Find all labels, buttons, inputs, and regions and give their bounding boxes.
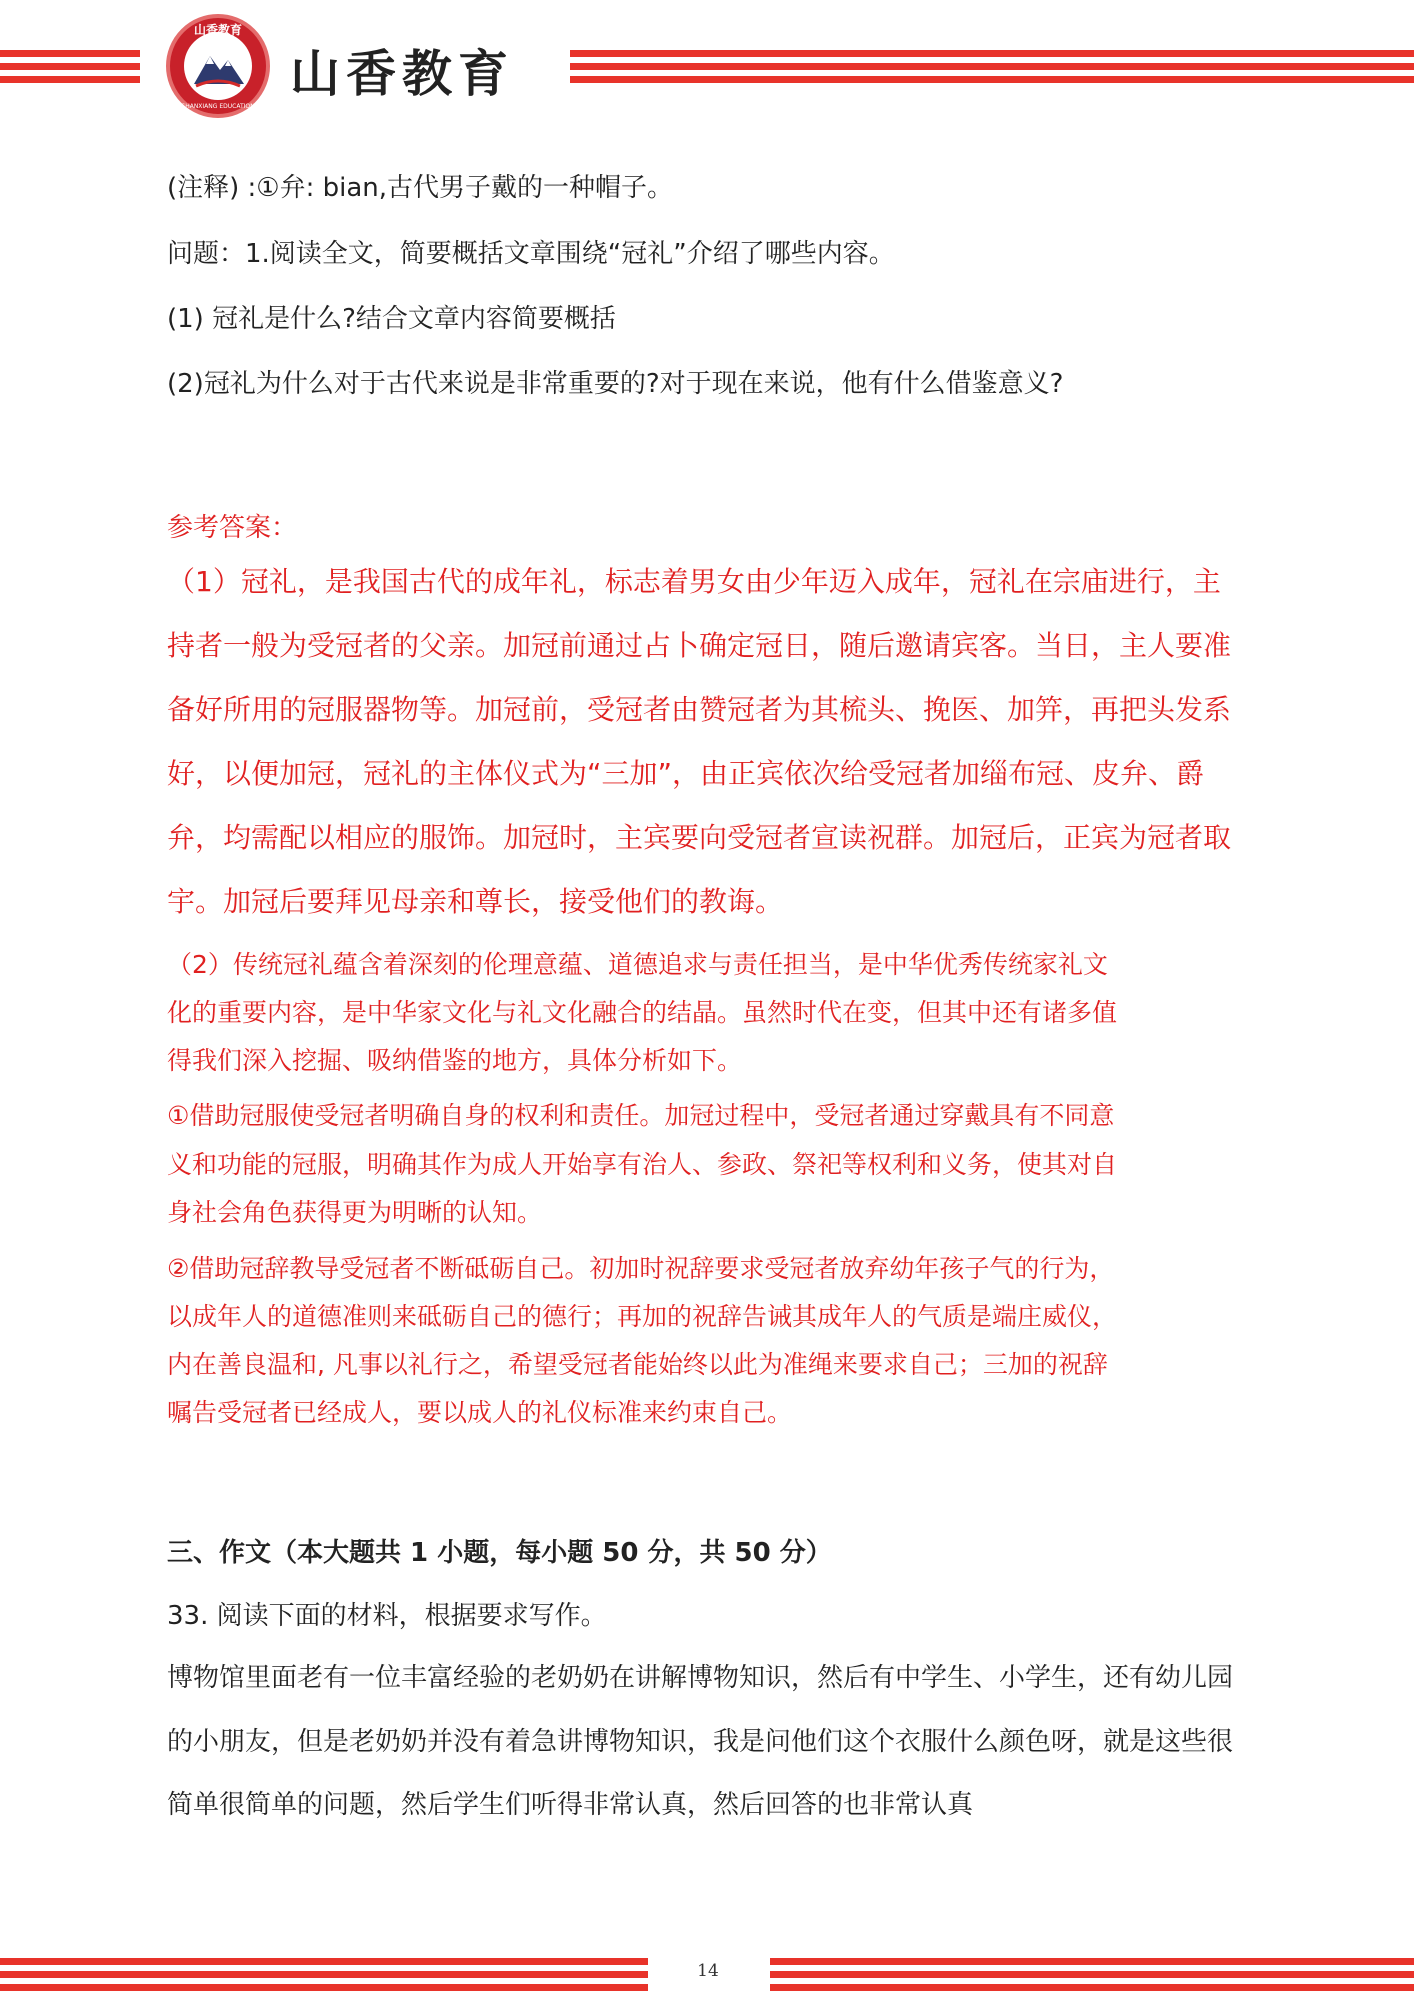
answer-part2-line: （2）传统冠礼蕴含着深刻的伦理意蕴、道德追求与责任担当，是中华优秀传统家礼文 xyxy=(167,950,1108,979)
header-stripes-right xyxy=(570,50,1414,84)
answer-part1-line: 弁，均需配以相应的服饰。加冠时，主宾要向受冠者宣读祝群。加冠后，正宾为冠者取 xyxy=(167,821,1232,854)
page-number: 14 xyxy=(697,1961,719,1981)
answer-part2-line: ②借助冠辞教导受冠者不断砥砺自己。初加时祝辞要求受冠者放弃幼年孩子气的行为， xyxy=(167,1254,1115,1283)
brand-name: 山香教育 xyxy=(290,44,514,103)
answer-part1-line: 持者一般为受冠者的父亲。加冠前通过占卜确定冠日，随后邀请宾客。当日，主人要准 xyxy=(167,629,1232,662)
answer-part2-line: 得我们深入挖掘、吸纳借鉴的地方，具体分析如下。 xyxy=(167,1046,743,1075)
answer-part2-line: 以成年人的道德准则来砥砺自己的德行；再加的祝辞告诫其成年人的气质是端庄威仪， xyxy=(167,1302,1118,1331)
footnote: (注释) :①弁: bian,古代男子戴的一种帽子。 xyxy=(167,173,674,203)
answer-part2-line: 嘱告受冠者已经成人，要以成人的礼仪标准来约束自己。 xyxy=(167,1398,793,1427)
answer-part2-line: ①借助冠服使受冠者明确自身的权利和责任。加冠过程中，受冠者通过穿戴具有不同意 xyxy=(167,1101,1115,1130)
answer-part2-line: 化的重要内容，是中华家文化与礼文化融合的结晶。虽然时代在变，但其中还有诸多值 xyxy=(167,998,1118,1027)
answer-part1-line: 好，以便加冠，冠礼的主体仪式为“三加”，由正宾依次给受冠者加缁布冠、皮弁、爵 xyxy=(167,757,1205,790)
answer-part1-line: 备好所用的冠服器物等。加冠前，受冠者由赞冠者为其梳头、挽医、加笄，再把头发系 xyxy=(167,693,1232,726)
footer-stripes-right xyxy=(770,1958,1414,1992)
brand-logo-seal xyxy=(166,14,270,118)
answer-part1-line: （1）冠礼，是我国古代的成年礼，标志着男女由少年迈入成年，冠礼在宗庙进行，主 xyxy=(167,565,1221,598)
question-33: 33. 阅读下面的材料，根据要求写作。 xyxy=(167,1601,607,1631)
material-line: 的小朋友，但是老奶奶并没有着急讲博物知识，我是问他们这个衣服什么颜色呀，就是这些很 xyxy=(167,1727,1234,1757)
answer-label: 参考答案： xyxy=(167,513,298,543)
answer-part2-line: 身社会角色获得更为明晰的认知。 xyxy=(167,1198,543,1227)
material-line: 博物馆里面老有一位丰富经验的老奶奶在讲解博物知识，然后有中学生、小学生，还有幼儿园 xyxy=(167,1663,1234,1693)
header-stripes-left xyxy=(0,50,140,84)
answer-part2-line: 义和功能的冠服，明确其作为成人开始享有治人、参政、祭祀等权利和义务，使其对自 xyxy=(167,1150,1118,1179)
footer-stripes-left xyxy=(0,1958,648,1992)
question-1: 问题：1.阅读全文，简要概括文章围绕“冠礼”介绍了哪些内容。 xyxy=(167,239,895,269)
section-heading: 三、作文（本大题共 1 小题，每小题 50 分，共 50 分） xyxy=(167,1538,832,1568)
answer-part1-line: 宇。加冠后要拜见母亲和尊长，接受他们的教诲。 xyxy=(167,885,784,918)
question-1-part-1: (1) 冠礼是什么?结合文章内容简要概括 xyxy=(167,304,616,334)
material-line: 简单很简单的问题，然后学生们听得非常认真，然后回答的也非常认真 xyxy=(167,1790,974,1820)
question-1-part-2: (2)冠礼为什么对于古代来说是非常重要的?对于现在来说，他有什么借鉴意义? xyxy=(167,369,1064,399)
logo-seal-subtext: SHANXIANG EDUCATION xyxy=(181,103,255,110)
logo-seal-text: 山香教育 xyxy=(193,23,243,37)
answer-part2-line: 内在善良温和, 凡事以礼行之，希望受冠者能始终以此为准绳来要求自己；三加的祝辞 xyxy=(167,1350,1108,1379)
